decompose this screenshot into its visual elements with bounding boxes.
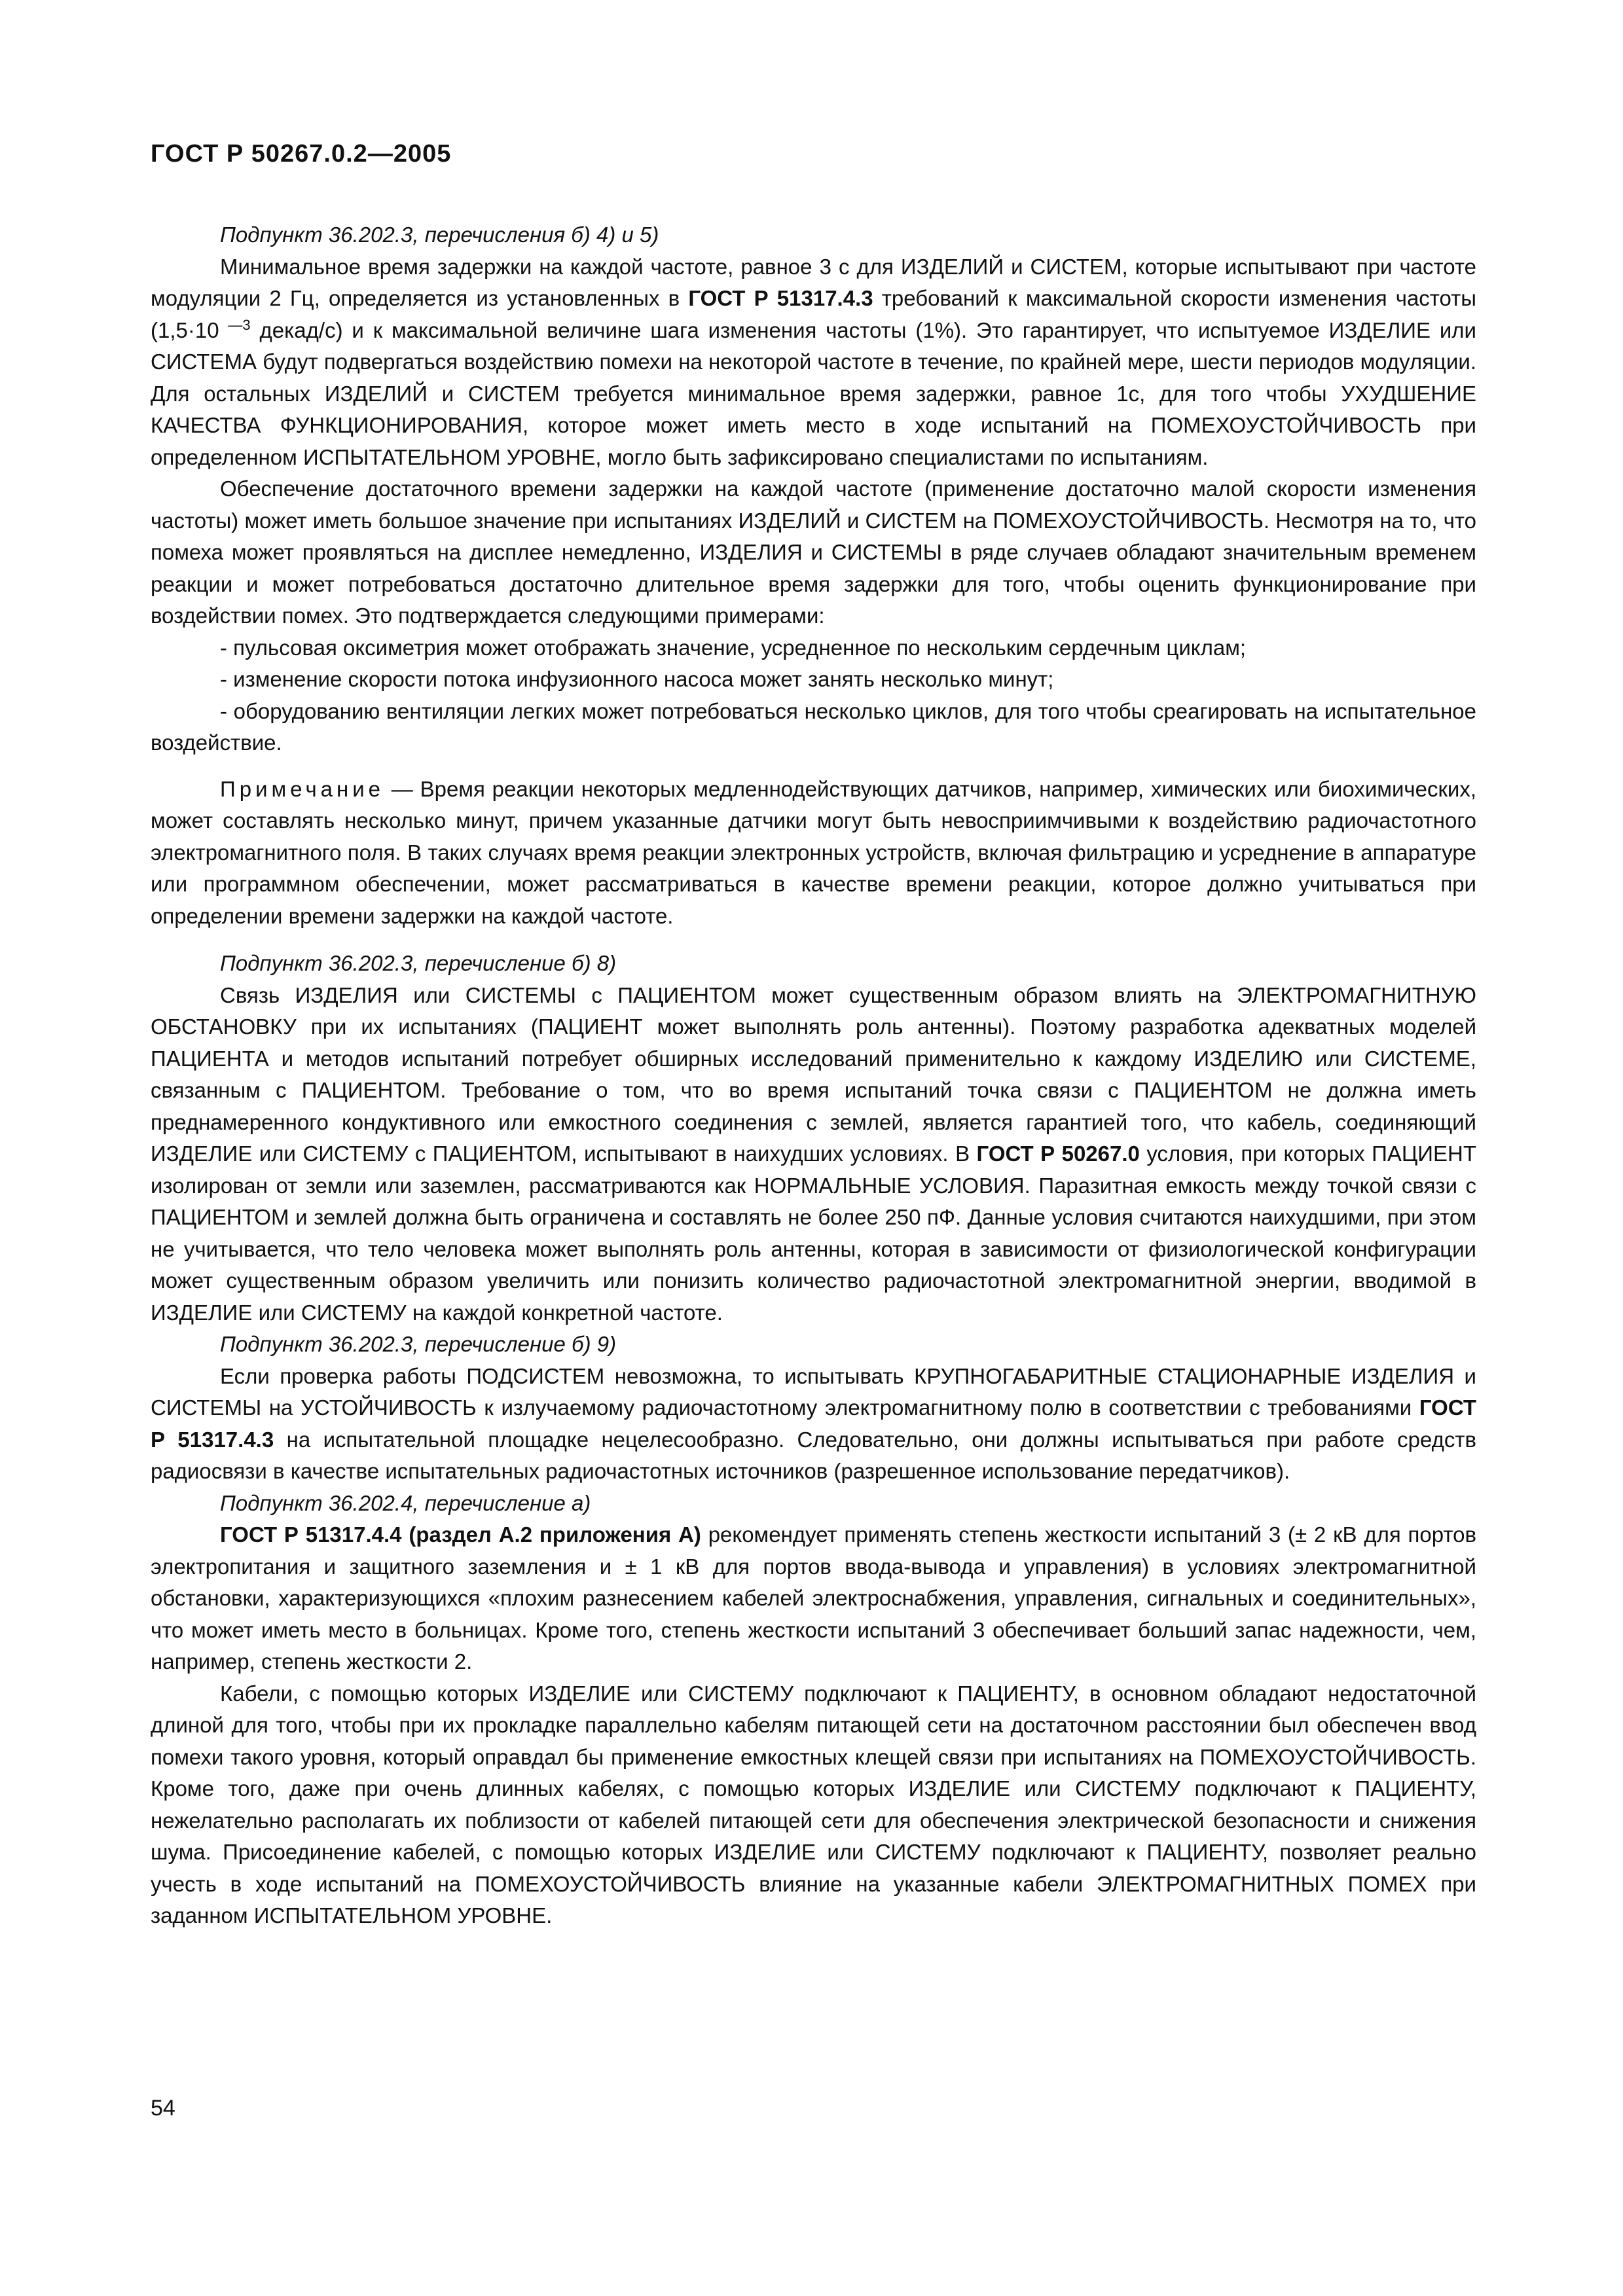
paragraph <box>151 1361 1476 1488</box>
list-item: - изменение скорости потока инфузионного насоса может занять несколько минут; <box>220 667 1054 691</box>
text-run: Минимальное время задержки на каждой частоте, равное 3 с для ИЗДЕЛИЙ и СИСТЕМ, которые испытывают при частоте модуляции 2 Гц, определяется из установленных в <box>151 254 1476 310</box>
section-subtitle: Подпункт 36.202.3, перечисление б) 9) <box>220 1332 617 1356</box>
text-run: Если проверка работы ПОДСИСТЕМ невозможна, то испытывать КРУПНОГАБАРИТНЫЕ СТАЦИОНАРНЫЕ ИЗДЕЛИЯ и СИСТЕМЫ на УСТОЙЧИВОСТЬ к излучаемому радиочастотному электромагнитному полю в соответствии с требованиями <box>151 1363 1476 1420</box>
paragraph <box>151 980 1476 1329</box>
section-subtitle: Подпункт 36.202.3, перечисления б) 4) и 5) <box>220 223 659 247</box>
page-number: 54 <box>151 2096 175 2121</box>
standard-reference: ГОСТ Р 51317.4.3 <box>688 286 873 310</box>
standard-reference: ГОСТ Р 50267.0 <box>976 1141 1140 1166</box>
section-subtitle: Подпункт 36.202.4, перечисление а) <box>220 1490 591 1515</box>
paragraph: Кабели, с помощью которых ИЗДЕЛИЕ или СИСТЕМУ подключают к ПАЦИЕНТУ, в основном обладают недостаточной длиной для того, чтобы при их прокладке параллельно кабелям питающей сети на достаточном расстоянии был обеспечен ввод помехи такого уровня, который оправдал бы применение емкостных клещей связи при испытаниях на ПОМЕХОУСТОЙЧИВОСТЬ. Кроме того, даже при очень длинных кабелях, с помощью которых ИЗДЕЛИЕ или СИСТЕМУ подключают к ПАЦИЕНТУ, нежелательно располагать их поблизости от кабелей питающей сети для обеспечения электрической безопасности и снижения шума. Присоединение кабелей, с помощью которых ИЗДЕЛИЕ или СИСТЕМУ подключают к ПАЦИЕНТУ, позволяет реально учесть в ходе испытаний на ПОМЕХОУСТОЙЧИВОСТЬ влияние на указанные кабели ЭЛЕКТРОМАГНИТНЫХ ПОМЕХ при заданном ИСПЫТАТЕЛЬНОМ УРОВНЕ. <box>151 1681 1476 1928</box>
note-label: Примечание <box>220 776 385 801</box>
text-run: условия, при которых ПАЦИЕНТ изолирован от земли или заземлен, рассматриваются как НОРМАЛЬНЫЕ УСЛОВИЯ. Паразитная емкость между точкой связи с ПАЦИЕНТОМ и землей должна быть ограничена и составлять не более 250 пФ. Данные условия считаются наихудшими, при этом не учитывается, что тело человека может выполнять роль антенны, которая в зависимости от физиологической конфигурации может существенным образом увеличить или понизить количество радиочастотной электромагнитной энергии, вводимой в ИЗДЕЛИЕ или СИСТЕМУ на каждой конкретной частоте. <box>151 1141 1476 1325</box>
list-item: - пульсовая оксиметрия может отображать значение, усредненное по нескольким сердечным циклам; <box>220 635 1247 660</box>
list-item: - оборудованию вентиляции легких может потребоваться несколько циклов, для того чтобы среагировать на испытательное воздействие. <box>151 698 1476 755</box>
text-run: требований к максимальной скорости изменения частоты (1,5·10 <box>151 286 1476 342</box>
note-text: — Время реакции некоторых медленнодействующих датчиков, например, химических или биохимических, может составлять несколько минут, причем указанные датчики могут быть невосприимчивыми к воздействию радиочастотного электромагнитного поля. В таких случаях время реакции электронных устройств, включая фильтрацию и усреднение в аппаратуре или программном обеспечении, может рассматриваться в качестве времени реакции, которое должно учитываться при определении времени задержки на каждой частоте. <box>151 776 1476 928</box>
text-run: на испытательной площадке нецелесообразно. Следовательно, они должны испытываться при работе средств радиосвязи в качестве испытательных радиочастотных источников (разрешенное использование передатчиков). <box>151 1427 1476 1483</box>
section-36-202-3-b9 <box>151 1329 1476 1488</box>
document-page <box>151 140 1476 1932</box>
section-36-202-3-b4-b5 <box>151 219 1476 932</box>
paragraph: Обеспечение достаточного времени задержки на каждой частоте (применение достаточно малой скорости изменения частоты) может иметь большое значение при испытаниях ИЗДЕЛИЙ и СИСТЕМ на ПОМЕХОУСТОЙЧИВОСТЬ. Несмотря на то, что помеха может проявляться на дисплее немедленно, ИЗДЕЛИЯ и СИСТЕМЫ в ряде случаев обладают значительным временем реакции и может потребоваться достаточно длительное время задержки для того, чтобы оценить функционирование при воздействии помех. Это подтверждается следующими примерами: <box>151 476 1476 628</box>
text-run: рекомендует применять степень жесткости испытаний 3 (± 2 кВ для портов электропитания и защитного заземления и ± 1 кВ для портов ввода-вывода и управления) в условиях электромагнитной обстановки, характеризующихся «плохим разнесением кабелей электроснабжения, управления, сигнальных и соединительных», что может иметь место в больницах. Кроме того, степень жесткости испытаний 3 обеспечивает больший запас надежности, чем, например, степень жесткости 2. <box>151 1522 1476 1674</box>
exponent: —3 <box>228 316 251 333</box>
document-header: ГОСТ Р 50267.0.2—2005 <box>151 140 452 168</box>
section-36-202-4-a <box>151 1488 1476 1932</box>
note <box>151 774 1476 933</box>
standard-reference: ГОСТ Р 51317.4.4 (раздел А.2 приложения А) <box>220 1522 701 1547</box>
paragraph <box>151 251 1476 474</box>
paragraph <box>151 1519 1476 1678</box>
standard-reference: ГОСТ Р 51317.4.3 <box>151 1395 1476 1452</box>
text-run: декад/с) и к максимальной величине шага изменения частоты (1%). Это гарантирует, что испытуемое ИЗДЕЛИЕ или СИСТЕМА будут подвергаться воздействию помехи на некоторой частоте в течение, по крайней мере, шести периодов модуляции. Для остальных ИЗДЕЛИЙ и СИСТЕМ требуется минимальное время задержки, равное 1с, для того чтобы УХУДШЕНИЕ КАЧЕСТВА ФУНКЦИОНИРОВАНИЯ, которое может иметь место в ходе испытаний на ПОМЕХОУСТОЙЧИВОСТЬ при определенном ИСПЫТАТЕЛЬНОМ УРОВНЕ, могло быть зафиксировано специалистами по испытаниям. <box>151 317 1476 469</box>
section-subtitle: Подпункт 36.202.3, перечисление б) 8) <box>220 951 617 975</box>
section-36-202-3-b8 <box>151 948 1476 1329</box>
text-run: Связь ИЗДЕЛИЯ или СИСТЕМЫ с ПАЦИЕНТОМ может существенным образом влиять на ЭЛЕКТРОМАГНИТНУЮ ОБСТАНОВКУ при их испытаниях (ПАЦИЕНТ может выполнять роль антенны). Поэтому разработка адекватных моделей ПАЦИЕНТА и методов испытаний потребует обширных исследований применительно к каждому ИЗДЕЛИЮ или СИСТЕМЕ, связанным с ПАЦИЕНТОМ. Требование о том, что во время испытаний точка связи с ПАЦИЕНТОМ не должна иметь преднамеренного кондуктивного или емкостного соединения с землей, является гарантией того, что кабель, соединяющий ИЗДЕЛИЕ или СИСТЕМУ с ПАЦИЕНТОМ, испытывают в наихудших условиях. В <box>151 982 1476 1166</box>
